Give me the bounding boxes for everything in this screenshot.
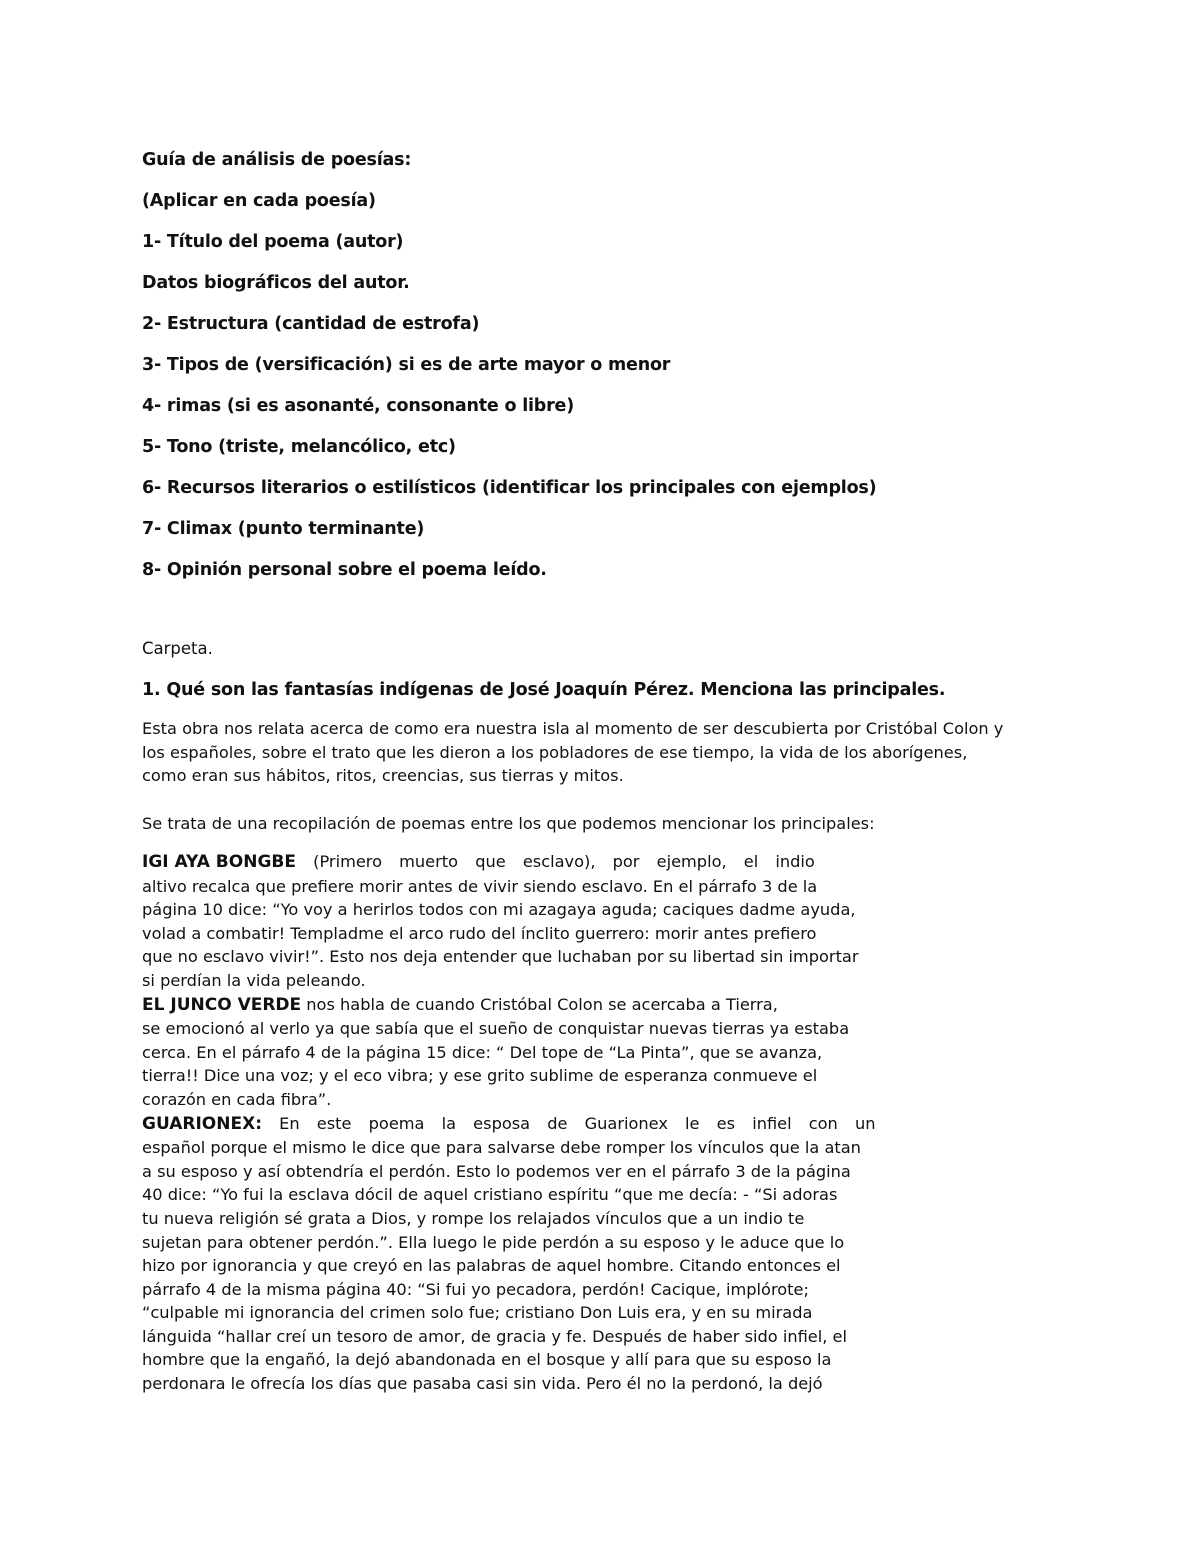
guide-item: 4- rimas (si es asonanté, consonante o libre): [142, 396, 575, 416]
poem-line: volad a combatir! Templadme el arco rudo del ínclito guerrero: morir antes prefiero: [142, 923, 817, 943]
poems-section: [142, 850, 1072, 1396]
poem-first-line: [142, 1112, 1072, 1137]
poem-line: tu nueva religión sé grata a Dios, y rompe los relajados vínculos que a un indio te: [142, 1208, 805, 1228]
guide-item: 6- Recursos literarios o estilísticos (identificar los principales con ejemplos): [142, 478, 877, 498]
poem-text: En este poema la esposa de Guarionex le es infiel con un: [262, 1113, 876, 1133]
paragraph-line: los españoles, sobre el trato que les dieron a los pobladores de ese tiempo, la vida de los aborígenes,: [142, 742, 968, 762]
guide-item: 3- Tipos de (versificación) si es de arte mayor o menor: [142, 355, 671, 375]
poem-line: lánguida “hallar creí un tesoro de amor, de gracia y fe. Después de haber sido infiel, el: [142, 1326, 848, 1346]
poem-line: español porque el mismo le dice que para salvarse debe romper los vínculos que la atan: [142, 1138, 861, 1158]
poem-line: perdonara le ofrecía los días que pasaba casi sin vida. Pero él no la perdonó, la dejó: [142, 1374, 823, 1394]
poem-line: párrafo 4 de la misma página 40: “Si fui yo pecadora, perdón! Cacique, implórote;: [142, 1279, 809, 1299]
poem-line: tierra!! Dice una voz; y el eco vibra; y ese grito sublime de esperanza conmueve el: [142, 1066, 818, 1086]
poem-first-line: [142, 993, 1072, 1018]
summary-paragraph: [142, 812, 1072, 836]
poem-title: IGI AYA BONGBE: [142, 852, 296, 872]
analysis-guide: [142, 140, 1062, 591]
guide-item: (Aplicar en cada poesía): [142, 191, 376, 211]
poem-line: si perdían la vida peleando.: [142, 970, 366, 990]
poem-line: cerca. En el párrafo 4 de la página 15 dice: “ Del tope de “La Pinta”, que se avanza,: [142, 1042, 823, 1062]
poem-line: que no esclavo vivir!”. Esto nos deja entender que luchaban por su libertad sin importar: [142, 947, 859, 967]
paragraph-line: como eran sus hábitos, ritos, creencias, sus tierras y mitos.: [142, 766, 624, 786]
poem-title: EL JUNCO VERDE: [142, 994, 302, 1015]
guide-item: Datos biográficos del autor.: [142, 273, 410, 293]
poem-text: nos habla de cuando Cristóbal Colon se acercaba a Tierra,: [301, 994, 778, 1014]
guide-item: 2- Estructura (cantidad de estrofa): [142, 314, 480, 334]
poem-line: hombre que la engañó, la dejó abandonada en el bosque y allí para que su esposo la: [142, 1350, 832, 1370]
guide-item: 5- Tono (triste, melancólico, etc): [142, 437, 456, 457]
poem-first-line: [142, 850, 1072, 875]
poem-title: GUARIONEX:: [142, 1113, 263, 1134]
poem-line: página 10 dice: “Yo voy a herirlos todos con mi azagaya aguda; caciques dadme ayuda,: [142, 900, 856, 920]
poem-line: sujetan para obtener perdón.”. Ella luego le pide perdón a su esposo y le aduce que lo: [142, 1232, 845, 1252]
question-heading: 1. Qué son las fantasías indígenas de José Joaquín Pérez. Menciona las principales.: [142, 680, 946, 700]
guide-item: 8- Opinión personal sobre el poema leído.: [142, 560, 547, 580]
intro-paragraph: [142, 717, 1072, 788]
section-label: Carpeta.: [142, 639, 213, 658]
poem-line: hizo por ignorancia y que creyó en las palabras de aquel hombre. Citando entonces el: [142, 1256, 841, 1276]
paragraph-line: Se trata de una recopilación de poemas entre los que podemos mencionar los principales:: [142, 814, 875, 833]
paragraph-line: Esta obra nos relata acerca de como era nuestra isla al momento de ser descubierta por Cristóbal Colon y: [142, 719, 1004, 738]
poem-line: a su esposo y así obtendría el perdón. Esto lo podemos ver en el párrafo 3 de la página: [142, 1161, 851, 1181]
poem-line: altivo recalca que prefiere morir antes de vivir siendo esclavo. En el párrafo 3 de la: [142, 876, 818, 896]
guide-item: 7- Climax (punto terminante): [142, 519, 425, 539]
poem-text: (Primero muerto que esclavo), por ejemplo, el indio: [295, 852, 815, 871]
poem-line: 40 dice: “Yo fui la esclava dócil de aquel cristiano espíritu “que me decía: - “Si adoras: [142, 1185, 838, 1205]
guide-title: Guía de análisis de poesías:: [142, 150, 412, 170]
poem-line: “culpable mi ignorancia del crimen solo fue; cristiano Don Luis era, y en su mirada: [142, 1303, 813, 1323]
guide-item: 1- Título del poema (autor): [142, 232, 404, 252]
poem-line: se emocionó al verlo ya que sabía que el sueño de conquistar nuevas tierras ya estaba: [142, 1019, 850, 1039]
poem-line: corazón en cada fibra”.: [142, 1089, 332, 1109]
